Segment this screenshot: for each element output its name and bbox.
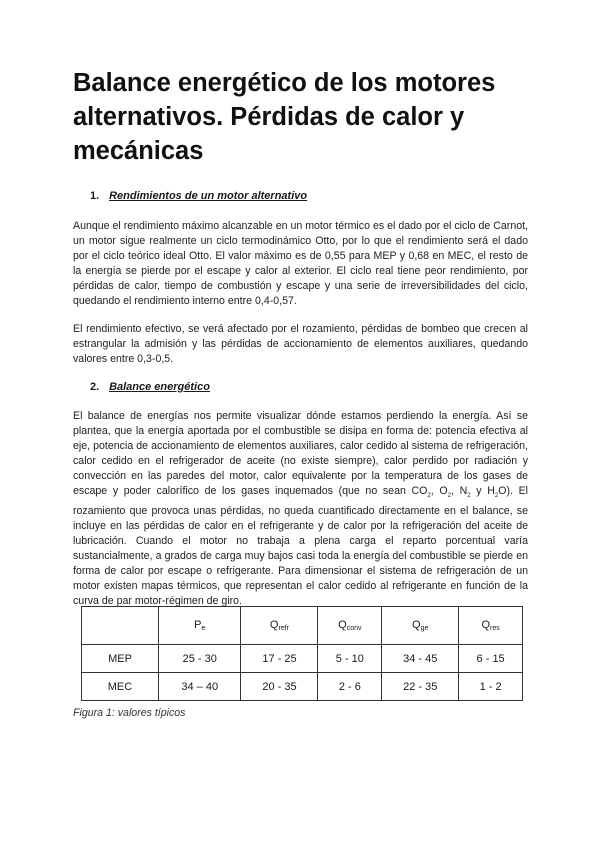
table-header-cell: Qrefr	[241, 607, 318, 645]
table-cell: 34 – 40	[159, 673, 241, 701]
section-number: 2.	[90, 381, 100, 393]
paragraph-rendimiento-efectivo: El rendimiento efectivo, se verá afectado por el rozamiento, pérdidas de bombeo que crecen al estrangular la admisión y las pérdidas de accionamiento de elementos auxiliares, quedando valores entre 0,3-0,5.	[73, 323, 528, 365]
table-header-cell: Pe	[159, 607, 241, 645]
table-cell: 6 - 15	[459, 645, 523, 673]
table-row	[82, 673, 523, 701]
table-header-cell: Qconv	[318, 607, 382, 645]
section-heading-2	[90, 380, 210, 394]
text-sep: y H	[470, 485, 495, 497]
table-header-row	[82, 607, 523, 645]
document-title: Balance energético de los motores alternativos. Pérdidas de calor y mecánicas	[73, 69, 496, 165]
table-header-cell	[82, 607, 159, 645]
table-header-cell: Qge	[382, 607, 459, 645]
table-cell: 25 - 30	[159, 645, 241, 673]
text-sep: , O	[430, 485, 448, 497]
balance-text-1: El balance de energías nos permite visualizar dónde estamos perdiendo la energía. Así se plantea, que la energía aportada por el combustible se disipa en forma de: potencia efectiva al eje, potencia de accionamiento de elementos auxiliares, calor cedido al sistema de refrigeración, calor cedido en el refrigerador de aceite (no existe siempre), calor perdido por radiación y convección en las paredes del motor, calor equivalente por la temperatura de los gases de escape y poder calorífico de los gases inquemados (que no sean CO	[73, 410, 528, 497]
table-cell: MEP	[82, 645, 159, 673]
table-cell: 1 - 2	[459, 673, 523, 701]
section-number: 1.	[90, 190, 100, 202]
figure-caption: Figura 1: valores típicos	[73, 707, 186, 719]
table-cell: 17 - 25	[241, 645, 318, 673]
section-title: Rendimientos de un motor alternativo	[109, 190, 308, 202]
subscript: 2	[494, 493, 499, 499]
balance-text-2: O). El rozamiento que provoca unas pérdidas, no queda cuantificado directamente en el balance, se incluye en las pérdidas de calor en el refrigerante y de calor por la refrigeración del aceite de lubricación. Cuando el motor no trabaja a plena carga el reparto porcentual varía sustancialmente, a grados de carga muy bajos casi toda la energía del combustible se pierde en forma de calor por escape o refrigerante. Para dimensionar el sistema de refrigeración de un motor existen mapas térmicos, que representan el calor cedido al refrigerante en función de la curva de par motor-régimen de giro.	[73, 485, 528, 607]
section-title: Balance energético	[109, 381, 210, 393]
subscript: 2	[447, 493, 451, 499]
subscript: 2	[427, 493, 431, 499]
table-cell: 22 - 35	[382, 673, 459, 701]
paragraph-balance	[73, 409, 528, 609]
text-sep: , N	[450, 485, 468, 497]
values-table	[81, 606, 523, 701]
table-cell: MEC	[82, 673, 159, 701]
table-header-cell: Qres	[459, 607, 523, 645]
table-cell: 2 - 6	[318, 673, 382, 701]
paragraph-rendimiento: Aunque el rendimiento máximo alcanzable en un motor térmico es el dado por el ciclo de Carnot, un motor sigue realmente un ciclo termodinámico Otto, por lo que el rendimiento será el dado por el ciclo teórico ideal Otto. El valor máximo es de 0,55 para MEP y 0,68 en MEC, el resto de la energía se pierde por el escape y calor al exterior. El ciclo real tiene peor rendimiento, por pérdidas de calor, tiempo de combustión y escape y una serie de irreversibilidades del ciclo, quedando el rendimiento interno entre 0,4-0,57.	[73, 220, 528, 307]
table-cell: 5 - 10	[318, 645, 382, 673]
table-cell: 34 - 45	[382, 645, 459, 673]
subscript: 2	[467, 493, 471, 499]
section-heading-1	[90, 189, 307, 203]
table-cell: 20 - 35	[241, 673, 318, 701]
table-row	[82, 645, 523, 673]
